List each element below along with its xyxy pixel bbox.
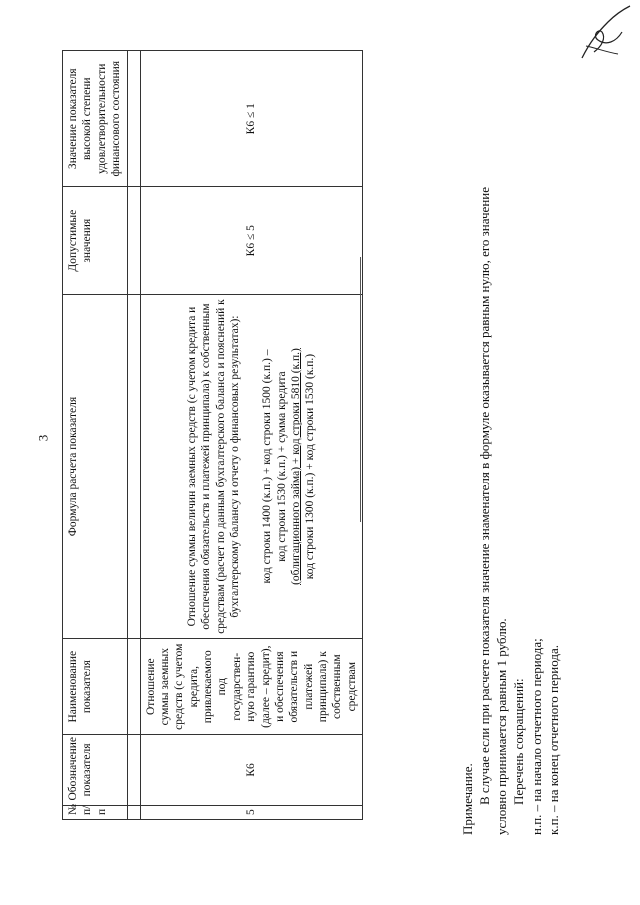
formula-line-4: код строки 1300 (к.п.) + код строки 1530 (к.п.) <box>304 353 317 580</box>
indicator-table <box>62 50 363 820</box>
abbreviation-start: н.п. – на начало отчетного периода; <box>528 638 544 835</box>
header-high-level-value: Значение показателя высокой степени удовлетворительности финансового состояния <box>63 51 128 187</box>
notes-line-2: условно принимается равным 1 рублю. <box>494 618 510 835</box>
cell-formula <box>140 294 363 638</box>
cell-num <box>140 805 363 819</box>
header-name: Наименование показателя <box>63 639 128 735</box>
abbreviation-end: к.п. – на конец отчетного периода. <box>545 645 561 835</box>
abbreviations-title: Перечень сокращений: <box>511 678 527 805</box>
table-header-row <box>63 51 128 820</box>
header-designation: Обозначение показателя <box>63 735 128 805</box>
formula-line-1: код строки 1400 (к.п.) + код строки 1500 (к.п.) – <box>261 349 274 584</box>
cell-allowed-values <box>140 187 363 294</box>
cell-designation <box>140 735 363 805</box>
cell-name: Отношение суммы заемных средств (с учетом кредита, привлекаемого под государствен-ную гарантию (далее – кредит), и обеспечения обязательств и платежей принципала) к собственным средствам <box>140 639 363 735</box>
row-designation: К6 <box>245 763 258 777</box>
header-num: № п/п <box>63 805 128 819</box>
table-spacer-row <box>127 51 140 820</box>
separator-line <box>360 257 361 522</box>
table-row <box>140 51 363 820</box>
page-number: 3 <box>35 434 51 442</box>
notes-section <box>459 35 562 835</box>
notes-line-1: В случае если при расчете показателя значение знаменателя в формуле оказывается равным нулю, его значение <box>477 186 493 805</box>
row-high-level-value: К6 ≤ 1 <box>245 103 258 135</box>
row-num: 5 <box>245 809 258 815</box>
header-formula: Формула расчета показателя <box>63 294 128 638</box>
header-allowed-values: Допустимые значения <box>63 187 128 294</box>
formula-line-3: (облигационного займа) + код строки 5810 (к.п.) <box>290 348 303 585</box>
cell-high-level-value <box>140 51 363 187</box>
notes-title: Примечание. <box>460 763 475 835</box>
formula-expression <box>260 299 318 634</box>
row-allowed-values: К6 ≤ 5 <box>245 225 258 257</box>
formula-line-2: код строки 1530 (к.п.) + сумма кредита <box>275 371 288 562</box>
formula-description: Отношение суммы величин заемных средств (с учетом кредита и обеспечения обязательств и платежей принципала) к собственным средствам (расчет по данным бухгалтерского баланса и пояснений к бухгалтерскому балансу и отчету о финансовых результатах): <box>185 299 241 634</box>
